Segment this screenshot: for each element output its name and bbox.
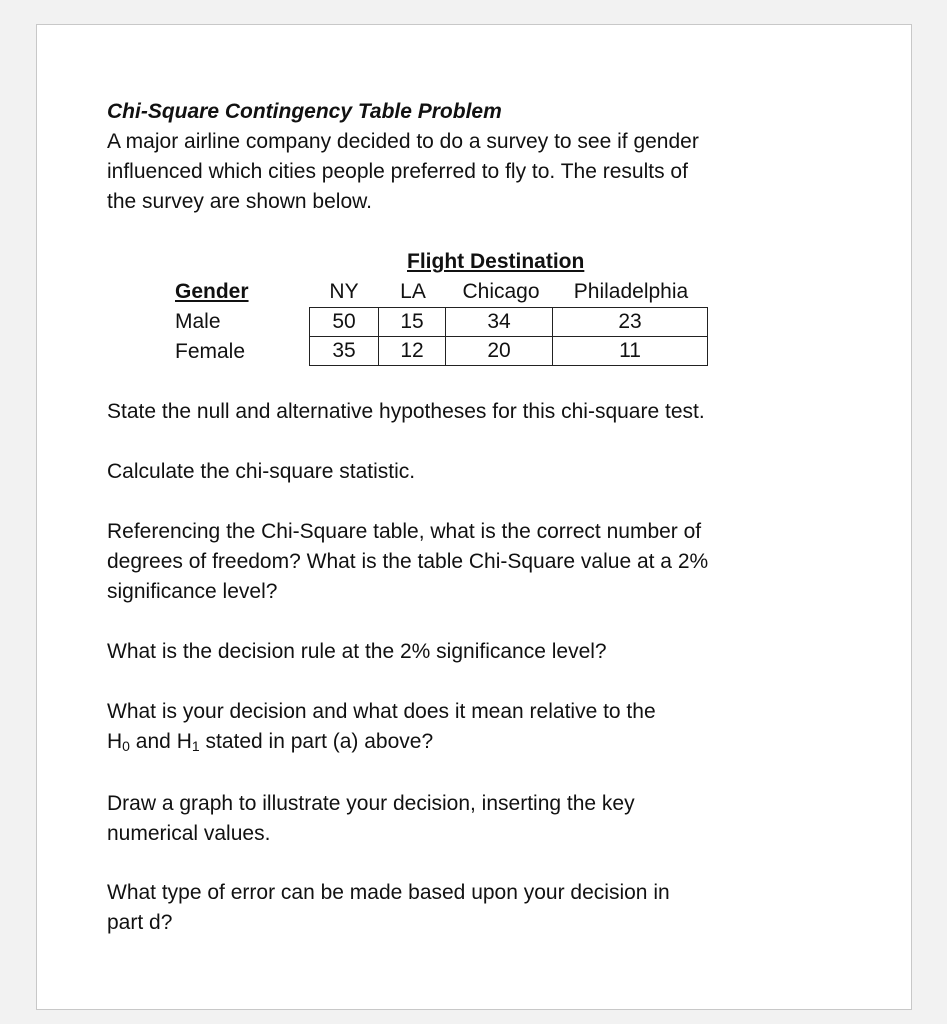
question-graph-line-2: numerical values. [107,822,271,845]
question-draw-graph [107,789,827,849]
question-decision-rule [107,637,827,667]
cell-male-philadelphia: 23 [553,308,708,337]
column-header-chicago: Chicago [462,280,540,303]
question-chi-square-statistic [107,457,827,487]
question-df-line-1: Referencing the Chi-Square table, what is the correct number of [107,520,702,543]
cell-female-chicago: 20 [446,337,553,366]
contingency-grid [309,307,708,366]
column-header-philadelphia: Philadelphia [573,280,689,303]
question-decision-line-2: $H_0$ and $H_1$ stated in part (a) above? [107,730,434,754]
h1-symbol: $H_1$ [176,730,200,754]
intro-line-3: the survey are shown below. [107,190,372,213]
question-hypotheses-text: State the null and alternative hypotheses for this chi-square test. [107,400,705,423]
question-df-line-2: degrees of freedom? What is the table Chi-Square value at a 2% [107,550,709,573]
problem-title: Chi-Square Contingency Table Problem [107,100,502,123]
cell-male-la: 15 [379,308,446,337]
table-row [310,337,708,366]
row-label-male: Male [175,310,221,333]
question-degrees-of-freedom [107,517,827,607]
h0-symbol: $H_0$ [107,730,130,754]
question-error-type [107,878,827,938]
question-decision-meaning [107,697,827,761]
question-decision-line-1: What is your decision and what does it mean relative to the [107,700,656,723]
problem-intro [107,97,827,217]
gender-heading: Gender [175,280,249,303]
question-graph-line-1: Draw a graph to illustrate your decision, inserting the key [107,792,635,815]
column-header-ny: NY [329,280,359,303]
question-hypotheses [107,397,827,427]
flight-destination-heading: Flight Destination [407,250,585,273]
question-chi-square-statistic-text: Calculate the chi-square statistic. [107,460,416,483]
question-error-line-2: part d? [107,911,173,934]
question-decision-rule-text: What is the decision rule at the 2% significance level? [107,640,607,663]
cell-female-la: 12 [379,337,446,366]
cell-male-chicago: 34 [446,308,553,337]
cell-female-philadelphia: 11 [553,337,708,366]
intro-line-1: A major airline company decided to do a survey to see if gender [107,130,699,153]
question-error-line-1: What type of error can be made based upon your decision in [107,881,670,904]
question-df-line-3: significance level? [107,580,278,603]
table-row [310,308,708,337]
column-header-la: LA [400,280,426,303]
cell-female-ny: 35 [310,337,379,366]
row-label-female: Female [175,340,246,363]
intro-line-2: influenced which cities people preferred to fly to. The results of [107,160,688,183]
cell-male-ny: 50 [310,308,379,337]
